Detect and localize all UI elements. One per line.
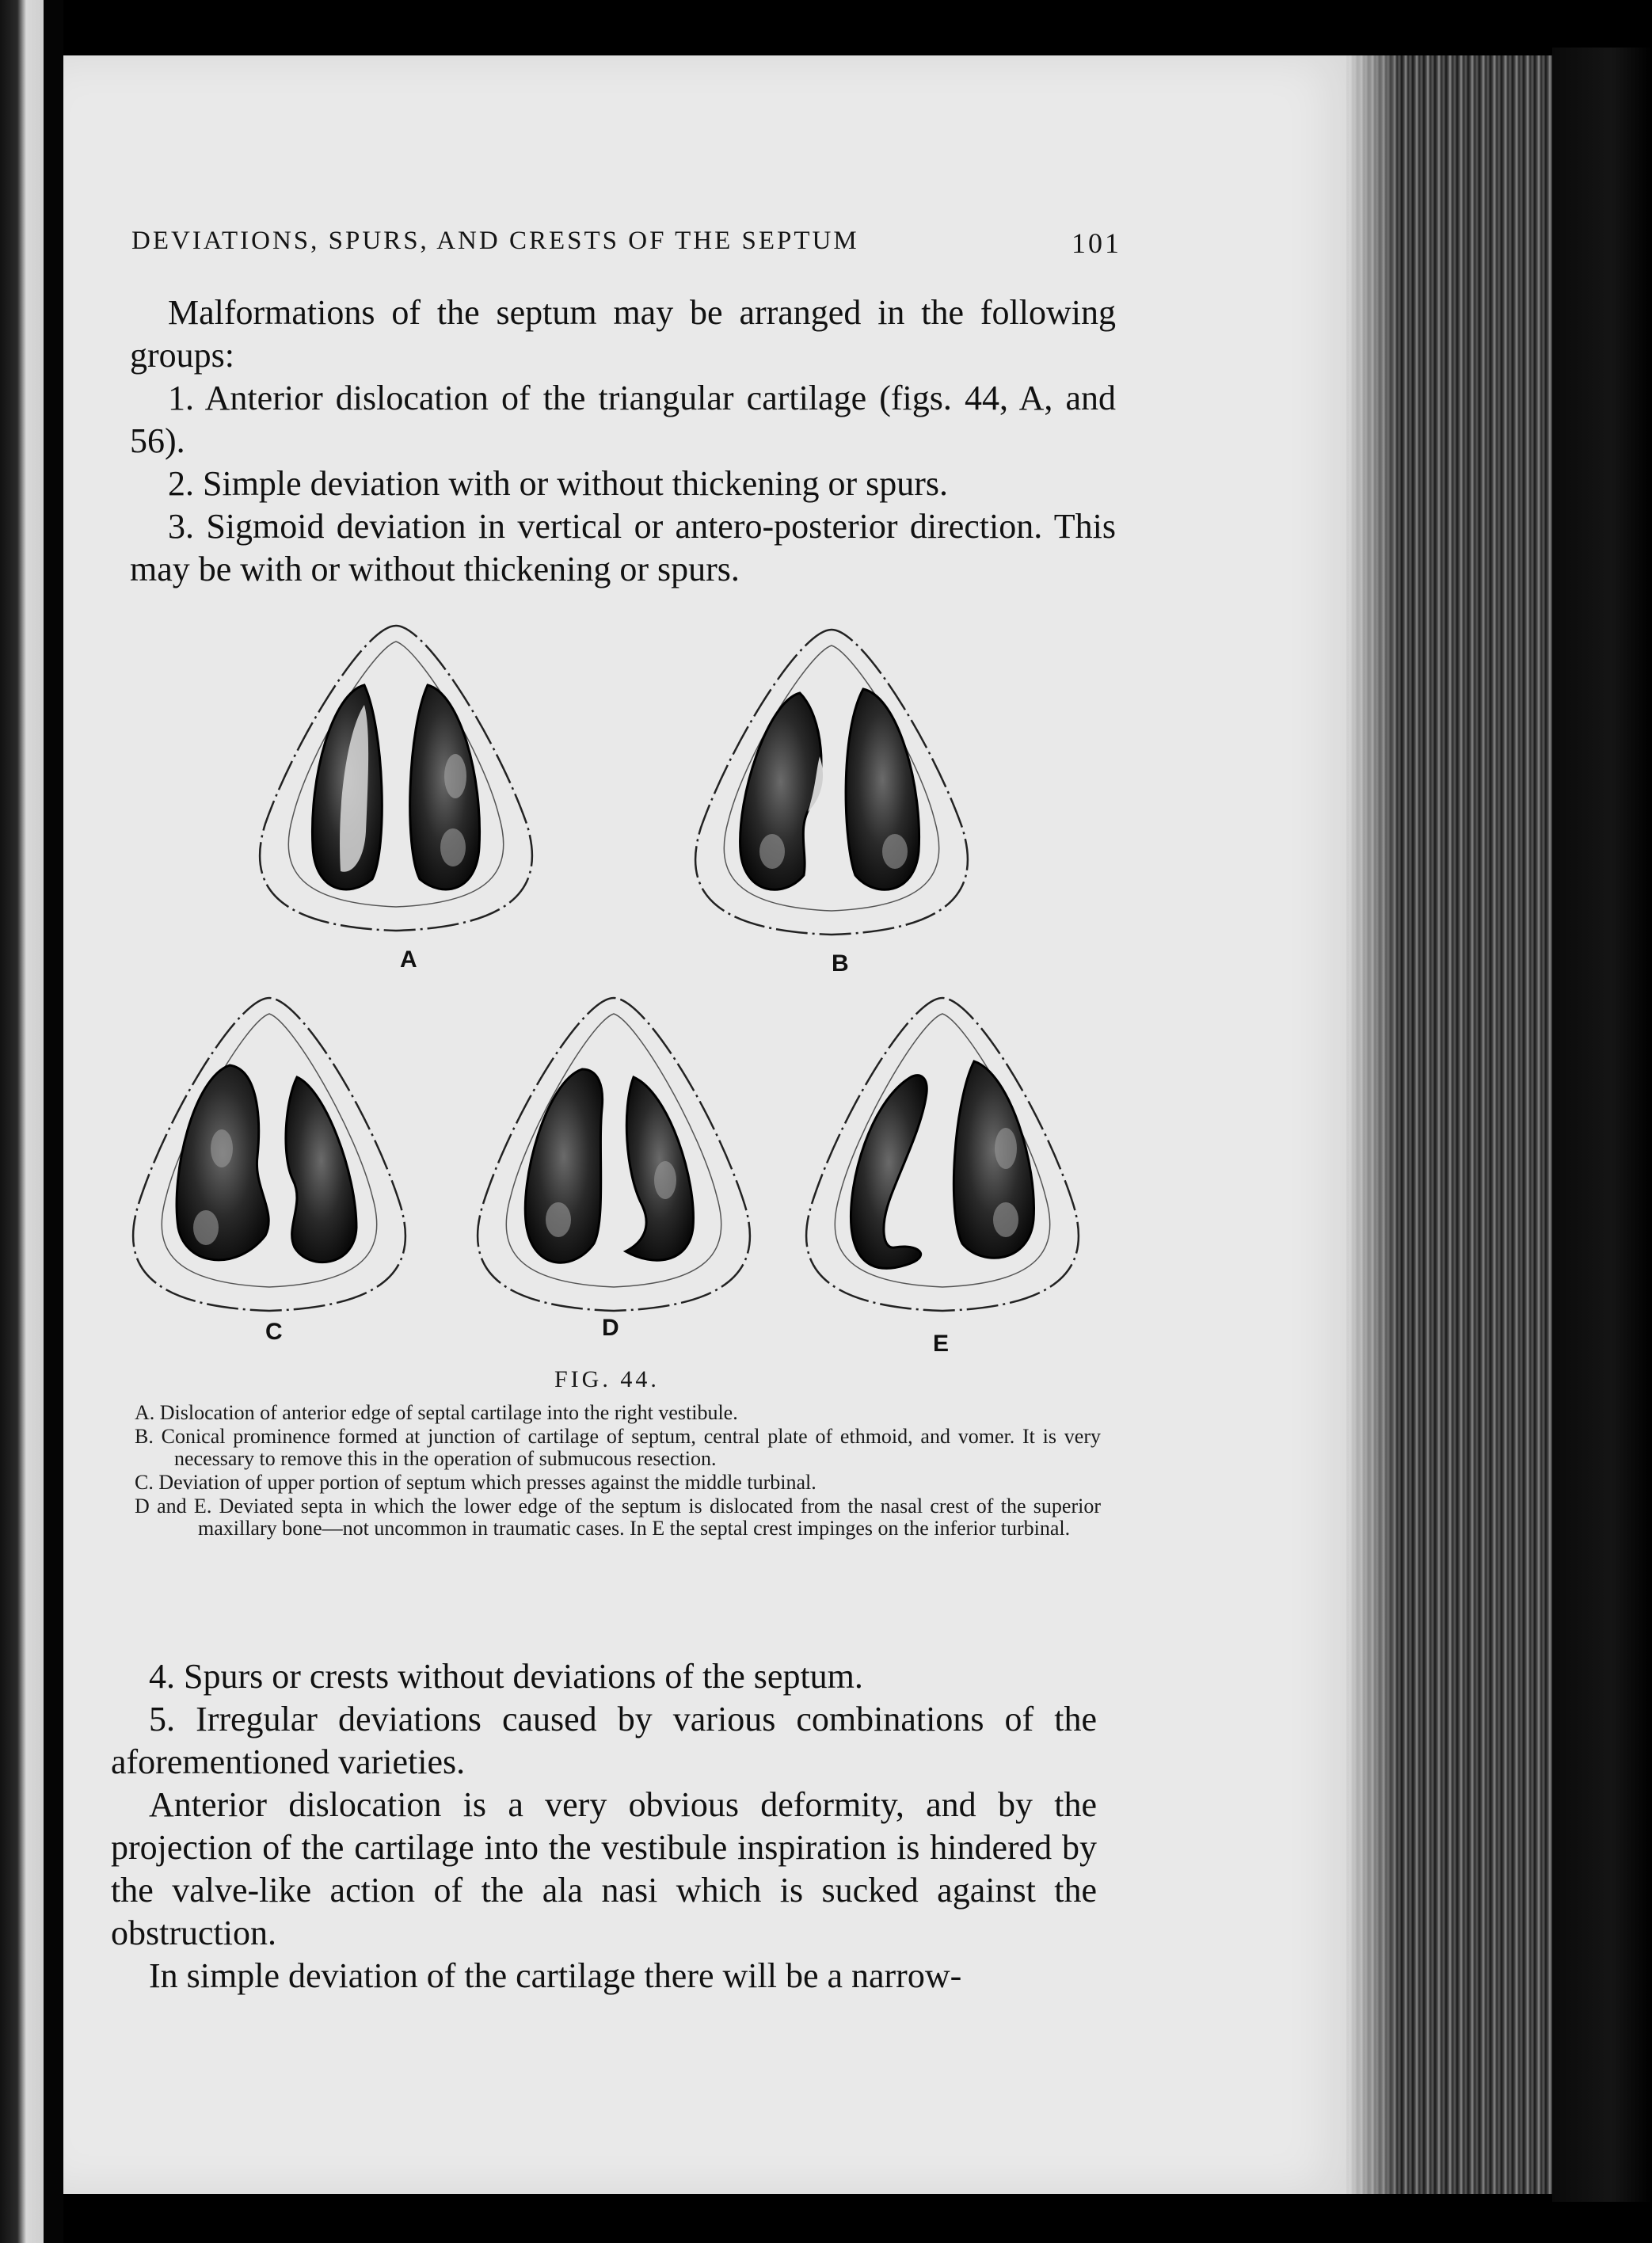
paragraph: 4. Spurs or crests without deviations of the septum. — [149, 1657, 863, 1696]
nose-diagram-c — [119, 990, 420, 1323]
nose-diagram-a — [246, 618, 546, 935]
paragraph: 1. Anterior dislocation of the triangular cartilage (figs. 44, A, and 56). — [130, 379, 1116, 460]
paragraph: 5. Irregular deviations caused by various combinations of the aforementioned varieties. — [111, 1700, 1097, 1781]
paragraph: Malformations of the septum may be arranged in the following groups: — [130, 293, 1116, 375]
figure-label-a: A — [400, 946, 417, 973]
nose-diagram-b — [681, 622, 982, 939]
figure-legend — [135, 1402, 1101, 1541]
page-edges — [1346, 55, 1552, 2194]
paragraph: In simple deviation of the cartilage there will be a narrow- — [149, 1956, 962, 1995]
top-text-block — [130, 291, 1116, 591]
previous-page-edge — [0, 0, 44, 2243]
figure-label-b: B — [832, 950, 849, 977]
figure-label-e: E — [933, 1331, 950, 1357]
paragraph: 3. Sigmoid deviation in vertical or antero-posterior direction. This may be with or without thickening or spurs. — [130, 507, 1116, 588]
page-number: 101 — [1072, 227, 1121, 259]
figure-label-c: C — [265, 1319, 283, 1345]
paragraph: 2. Simple deviation with or without thickening or spurs. — [168, 464, 949, 503]
figure-caption-title: FIG. 44. — [554, 1366, 660, 1392]
book-gutter — [44, 0, 63, 2243]
legend-item: A. Dislocation of anterior edge of septal cartilage into the right vestibule. — [135, 1401, 738, 1424]
paragraph: Anterior dislocation is a very obvious deformity, and by the projection of the cartilage into the vestibule inspiration is hindered by the valve-like action of the ala nasi which is sucked against the obstruction. — [111, 1785, 1097, 1952]
nose-diagram-e — [792, 990, 1093, 1323]
running-head-title: DEVIATIONS, SPURS, AND CRESTS OF THE SEPTUM — [131, 227, 859, 255]
bottom-text-block — [111, 1655, 1097, 1997]
legend-item: C. Deviation of upper portion of septum which presses against the middle turbinal. — [135, 1471, 816, 1494]
figure-label-d: D — [602, 1315, 619, 1341]
running-head — [131, 227, 1121, 259]
legend-item: D and E. Deviated septa in which the lower edge of the septum is dislocated from the nasal crest of the superior maxillary bone—not uncommon in traumatic cases. In E the septal crest impinges on the inferior turbinal. — [135, 1495, 1101, 1540]
legend-item: B. Conical prominence formed at junction of cartilage of septum, central plate of ethmoid, and vomer. It is very necessary to remove this in the operation of submucous resection. — [135, 1425, 1101, 1470]
nose-diagram-d — [463, 990, 764, 1323]
book-spine — [1552, 48, 1652, 2202]
